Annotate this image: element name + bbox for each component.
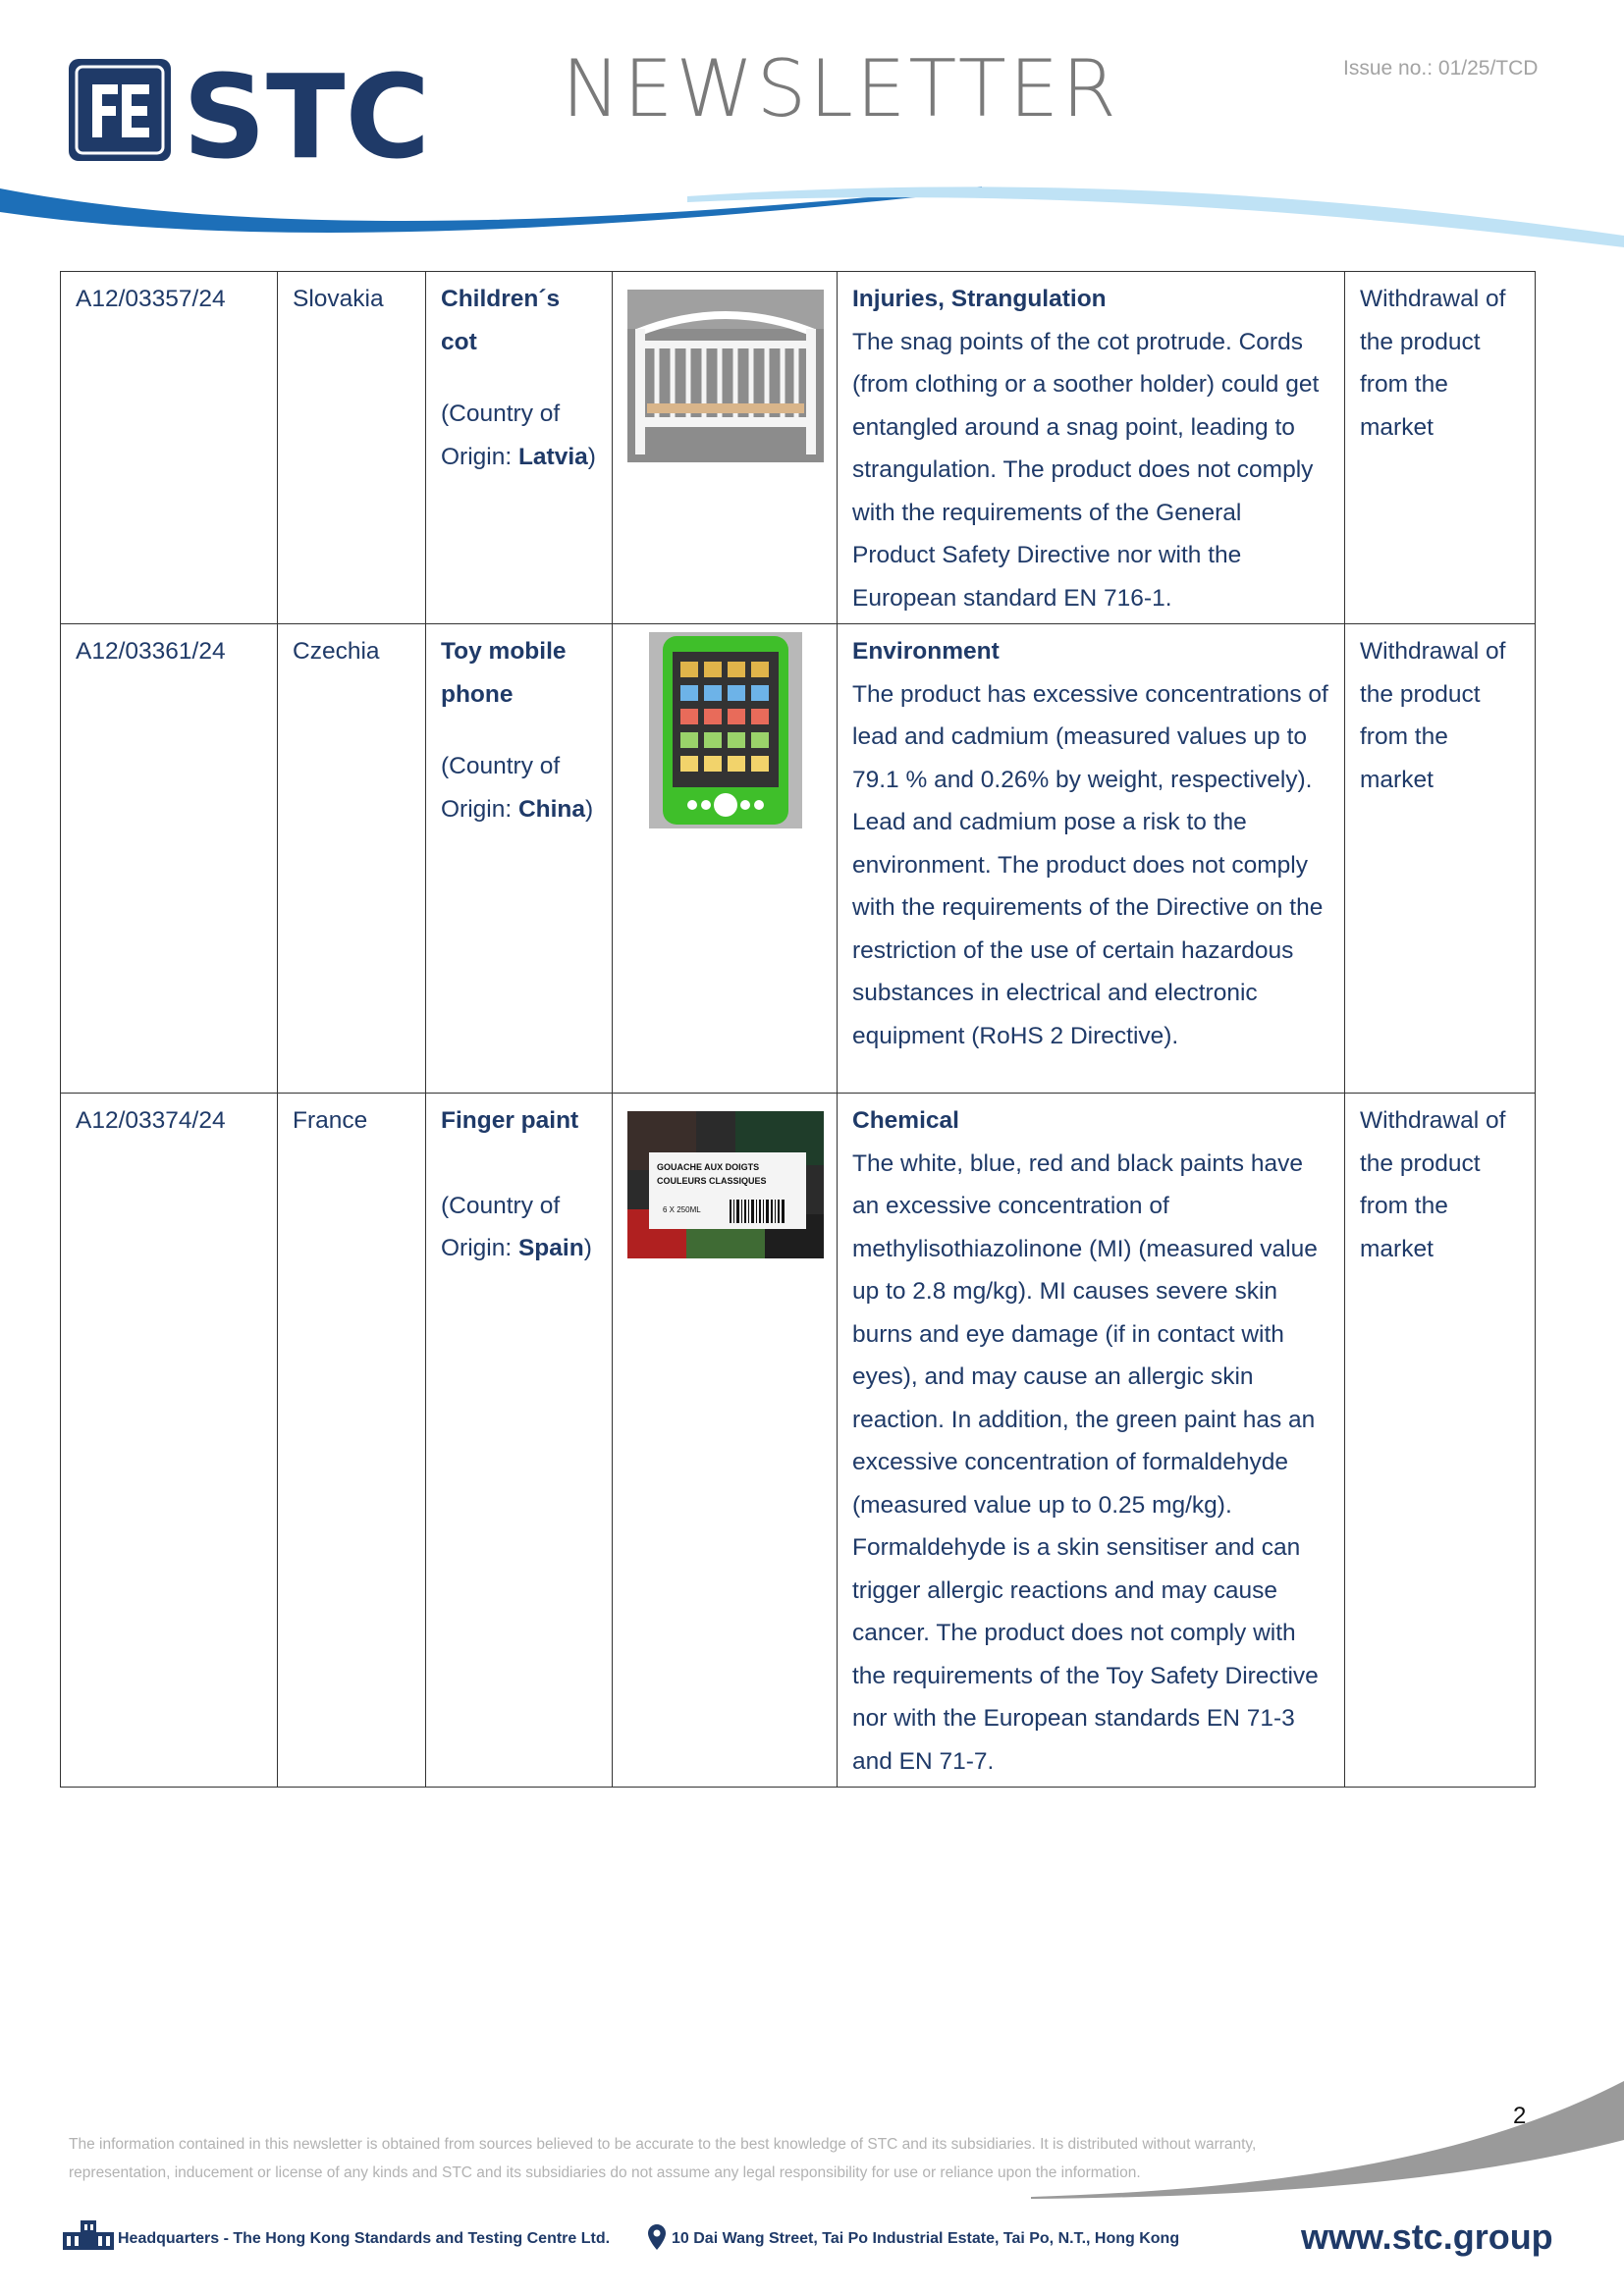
product-name: Finger paint [441, 1107, 579, 1134]
measures-taken: Withdrawal of the product from the market [1345, 624, 1536, 1094]
notifying-country: Slovakia [278, 272, 426, 624]
risk-cell [838, 624, 1345, 1094]
recall-table [60, 271, 1536, 1788]
product-name: Children´s cot [441, 286, 561, 355]
risk-cell [838, 1094, 1345, 1788]
product-cell [426, 624, 613, 1094]
country-of-origin: (Country of Origin: China) [441, 753, 594, 823]
website-link[interactable]: www.stc.group [1301, 2216, 1553, 2257]
product-image-cell [613, 1094, 838, 1788]
notification-ref: A12/03374/24 [61, 1094, 278, 1788]
risk-description: The white, blue, red and black paints have an excessive concentration of methylisothiazolinone (MI) (measured value up to 2.8 mg/kg). MI causes severe skin burns and eye damage (if in contact with eyes), and may cause an allergic skin reaction. In addition, the green paint has an excessive concentration of formaldehyde (measured value up to 0.25 mg/kg). Formaldehyde is a skin sensitiser and can trigger allergic reactions and may cause cancer. The product does not comply with the requirements of the Toy Safety Directive nor with the European standards EN 71-3 and EN 71-7. [852, 1149, 1319, 1775]
logo-text: STC [183, 55, 431, 165]
product-cell [426, 272, 613, 624]
building-icon [63, 2220, 114, 2250]
toy-phone-photo [649, 632, 802, 828]
risk-type: Chemical [852, 1107, 959, 1134]
measures-taken: Withdrawal of the product from the market [1345, 272, 1536, 624]
header-swoosh [0, 177, 1624, 255]
table-row [61, 1094, 1536, 1788]
risk-description: The snag points of the cot protrude. Cords (from clothing or a soother holder) could get entangled around a snag point, leading to strangulation. The product does not comply with the requirements of the General Product Safety Directive nor with the European standard EN 716-1. [852, 328, 1320, 612]
notification-ref: A12/03361/24 [61, 624, 278, 1094]
location-pin-icon [648, 2224, 666, 2250]
disclaimer-text: The information contained in this newsletter is obtained from sources believed to be accurate to the best knowledge of STC and its subsidiaries. It is distributed without warranty, representation, inducement or license of any kinds and STC and its subsidiaries do not assume any legal responsibility for use or reliance upon the information. [69, 2136, 1257, 2181]
finger-paint-photo [627, 1111, 824, 1258]
headquarters-text: Headquarters - The Hong Kong Standards and Testing Centre Ltd. [118, 2230, 611, 2247]
table-row [61, 624, 1536, 1094]
risk-type: Injuries, Strangulation [852, 286, 1107, 312]
measures-taken: Withdrawal of the product from the market [1345, 1094, 1536, 1788]
table-row [61, 272, 1536, 624]
risk-description: The product has excessive concentrations of lead and cadmium (measured values up to 79.1 % and 0.26% by weight, respectively). Lead and cadmium pose a risk to the environment. The product does not comply with the requirements of the Directive on the restriction of the use of certain hazardous substances in electrical and electronic equipment (RoHS 2 Directive). [852, 680, 1328, 1049]
newsletter-title: NEWSLETTER [562, 43, 1119, 134]
product-cell [426, 1094, 613, 1788]
risk-type: Environment [852, 638, 1000, 665]
baby-cot-photo [627, 290, 824, 462]
page-number: 2 [1513, 2103, 1527, 2129]
product-name: Toy mobile phone [441, 638, 567, 708]
stc-logo [67, 55, 469, 165]
issue-number: Issue no.: 01/25/TCD [1343, 57, 1539, 80]
country-of-origin: (Country of Origin: Spain) [441, 1192, 592, 1261]
product-image-cell [613, 624, 838, 1094]
notifying-country: Czechia [278, 624, 426, 1094]
paint-label-line: COULEURS CLASSIQUES [657, 1176, 767, 1186]
notification-ref: A12/03357/24 [61, 272, 278, 624]
country-of-origin: (Country of Origin: Latvia) [441, 400, 596, 470]
risk-cell [838, 272, 1345, 624]
address-text: 10 Dai Wang Street, Tai Po Industrial Estate, Tai Po, N.T., Hong Kong [672, 2230, 1180, 2247]
paint-label-line: 6 X 250ML [663, 1205, 701, 1214]
notifying-country: France [278, 1094, 426, 1788]
product-image-cell [613, 272, 838, 624]
paint-label-line: GOUACHE AUX DOIGTS [657, 1162, 760, 1172]
